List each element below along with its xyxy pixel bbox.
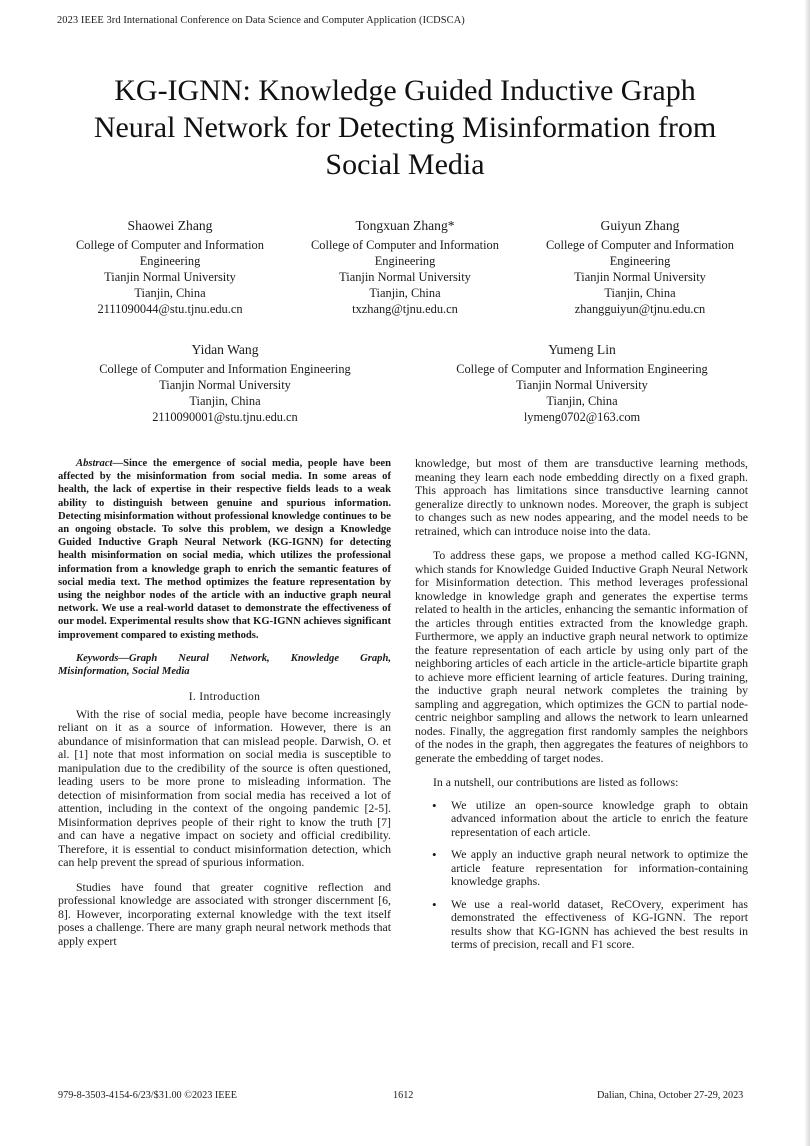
author-email: 2110090001@stu.tjnu.edu.cn [152,410,298,424]
author-block [525,218,755,317]
body-paragraph: In a nutshell, our contributions are listed as follows: [433,775,679,789]
keywords: Keywords—Graph Neural Network, Knowledge Graph, Misinformation, Social Media [58,652,391,678]
author-affiliation: Tianjin, China [369,286,441,300]
author-affiliation: College of Computer and Information Engineering [99,362,351,376]
author-affiliation: Engineering [609,254,671,268]
body-paragraph: With the rise of social media, people have become increasingly reliant on it as a source of information. However, there is an abundance of misinformation that can mislead people. Darwish, O. et al. [1] note that most information on social media is susceptible to manipulation due to the credibility of the source is often questioned, leading users to be more prone to misleading information. The detection of misinformation from social media has received a lot of attention, including in the context of the ongoing pandemic [2-5]. Misinformation deprives people of their right to know the truth [7] and can have a negative impact on society and official credibility. Therefore, it is essential to conduct misinformation detection, which can help prevent the spread of spurious information. [58,706,391,870]
footer-copyright: 979-8-3503-4154-6/23/$31.00 ©2023 IEEE [58,1090,237,1101]
abstract [58,457,391,642]
author-name: Shaowei Zhang [127,218,213,233]
abstract-text: —Since the emergence of social media, people have been affected by the misinformation from social media. In some areas of health, the lack of expertise in their respective fields leads to a weak ability to distinguish between genuine and spurious information. Detecting misinformation without professional knowledge continues to be an ongoing obstacle. To solve this problem, we design a Knowledge Guided Inductive Graph Neural Network (KG-IGNN) for detecting health misinformation on social media, which utilizes the professional information from a knowledge graph to enrich the semantic features of social media text. The method optimizes the feature representation by using the neighbor nodes of the article with an inductive graph neural network. We use a real-world dataset to demonstrate the effectiveness of our model. Experimental results show that KG-IGNN achieves significant improvement compared to existing methods. [58,458,391,641]
author-email: 2111090044@stu.tjnu.edu.cn [97,302,243,316]
author-affiliation: Tianjin, China [189,394,261,408]
list-item: • We use a real-world dataset, ReCOvery, experiment has demonstrated the effectiveness of KG-IGNN. The report results show that KG-IGNN has achieved the best results in terms of precision, recall and F1 score. [415,898,748,952]
paper-title [40,72,770,183]
author-affiliation: Tianjin Normal University [574,270,706,284]
title-line: KG-IGNN: Knowledge Guided Inductive Graph [114,74,696,107]
list-item: • We apply an inductive graph neural network to optimize the article feature representation for information-containing knowledge graphs. [415,848,748,889]
author-name: Yumeng Lin [548,342,616,357]
list-item: • We utilize an open-source knowledge graph to obtain advanced information about the article to enrich the feature representation of each article. [415,799,748,840]
author-affiliation: Tianjin Normal University [516,378,648,392]
author-affiliation: Tianjin Normal University [104,270,236,284]
author-email: lymeng0702@163.com [523,410,641,424]
author-name: Guiyun Zhang [600,218,680,233]
author-affiliation: College of Computer and Information [546,238,734,252]
title-line: Neural Network for Detecting Misinformation from [93,111,717,144]
body-paragraph: To address these gaps, we propose a method called KG-IGNN, which stands for Knowledge Guided Inductive Graph Neural Network for Misinformation detection. This method leverages professional knowledge in knowledge graph and generates the expertise terms related to health in the articles, enhancing the semantic information of the articles through entities extracted from the knowledge graph. Furthermore, we apply an inductive graph neural network to optimize the feature representation of each article by using only part of the neighboring articles of each article in the article-article bipartite graph to achieve more efficient learning of article features. During training, the inductive graph neural network completes the training by sampling and aggregation, which optimizes the GCN to partial node-centric neighbor sampling and allows the network to learn unlearned nodes. Finally, the aggregation first randomly samples the neighbors of the nodes in the graph, then aggregates the features of neighbors to generate the embedding of target nodes. [415,548,748,765]
author-affiliation: College of Computer and Information [311,238,499,252]
author-name: Tongxuan Zhang* [355,218,455,233]
author-block [60,342,390,425]
author-affiliation: College of Computer and Information [76,238,264,252]
author-affiliation: Tianjin Normal University [159,378,291,392]
author-email: txzhang@tjnu.edu.cn [352,302,458,316]
author-affiliation: Tianjin, China [546,394,618,408]
author-affiliation: Tianjin, China [604,286,676,300]
left-column [58,457,391,948]
section-heading: I. Introduction [188,690,261,704]
footer-page-number: 1612 [393,1090,414,1101]
conference-header: 2023 IEEE 3rd International Conference on Data Science and Computer Application (ICDSCA) [57,15,465,26]
author-email: zhangguiyun@tjnu.edu.cn [574,302,706,316]
author-affiliation: Tianjin, China [134,286,206,300]
author-affiliation: Engineering [139,254,201,268]
contributions-list [415,799,748,952]
author-block [417,342,747,425]
footer-location-date: Dalian, China, October 27-29, 2023 [597,1090,744,1101]
abstract-label: Abstract [76,458,113,469]
title-line: Social Media [325,148,485,181]
author-affiliation: Engineering [374,254,436,268]
page-edge-shadow [804,0,810,1146]
author-name: Yidan Wang [191,342,259,357]
body-paragraph: Studies have found that greater cognitive reflection and professional knowledge are associated with stronger discernment [6, 8]. However, incorporating external knowledge with the text itself poses a challenge. There are many graph neural network methods that apply expert [58,879,391,948]
right-column [415,457,748,952]
author-affiliation: College of Computer and Information Engineering [456,362,708,376]
author-block [290,218,520,317]
author-affiliation: Tianjin Normal University [339,270,471,284]
author-block [55,218,285,317]
body-paragraph: knowledge, but most of them are transductive learning methods, meaning they learn each node embedding directly on a fixed graph. This approach has limitations since transductive learning cannot generalize directly to unknown nodes. Moreover, the graph is subject to changes such as new nodes appearing, and the model needs to be retrained, which can introduce noise into the data. [415,456,748,538]
